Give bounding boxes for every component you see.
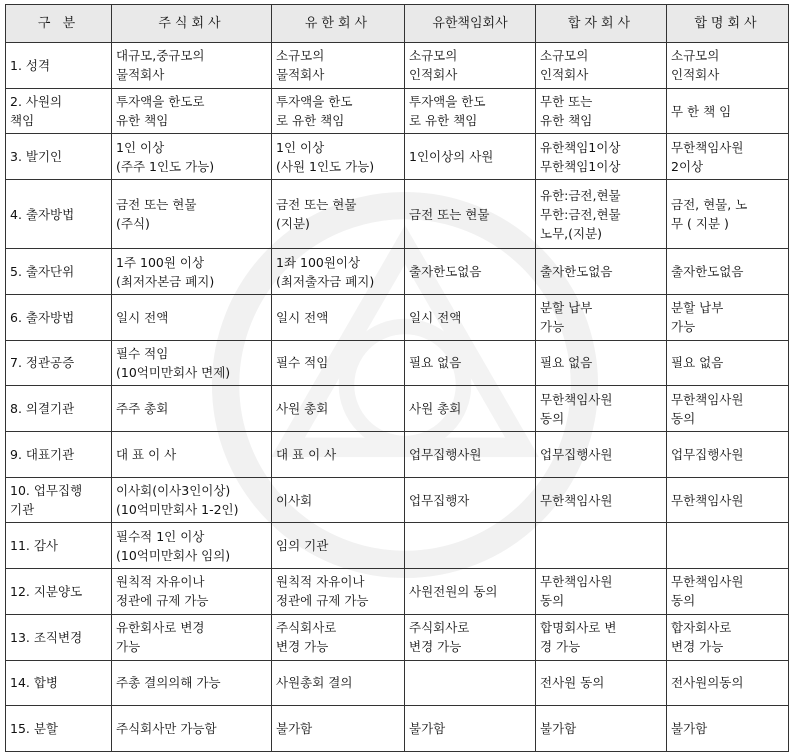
table-row (6, 432, 789, 478)
table-cell: 필수 적임 (272, 340, 405, 386)
table-cell: 사원전원의 동의 (405, 569, 536, 615)
table-row (6, 569, 789, 615)
table-cell: 무한책임사원 동의 (536, 386, 667, 432)
table-row (6, 523, 789, 569)
table-cell: 1인 이상 (주주 1인도 가능) (112, 134, 272, 180)
table-cell: 무한책임사원 동의 (667, 386, 789, 432)
table-cell: 금전 또는 현물 (지분) (272, 180, 405, 249)
row-label: 7. 정관공증 (6, 340, 112, 386)
table-row (6, 660, 789, 706)
table-cell: 소규모의 인적회사 (405, 43, 536, 89)
table-cell: 출자한도없음 (536, 249, 667, 295)
row-label: 3. 발기인 (6, 134, 112, 180)
table-cell: 업무집행사원 (667, 432, 789, 478)
row-label: 15. 분할 (6, 706, 112, 752)
header-general-partnership: 합명회사 (667, 5, 789, 43)
row-label: 8. 의결기관 (6, 386, 112, 432)
table-cell: 주총 결의의해 가능 (112, 660, 272, 706)
row-label: 14. 합병 (6, 660, 112, 706)
row-label: 9. 대표기관 (6, 432, 112, 478)
table-cell: 무한책임사원 동의 (667, 569, 789, 615)
table-cell (405, 660, 536, 706)
table-cell: 임의 기관 (272, 523, 405, 569)
table-cell: 합명회사로 변 경 가능 (536, 614, 667, 660)
table-cell: 필수 적임 (10억미만회사 면제) (112, 340, 272, 386)
table-cell: 이사회(이사3인이상) (10억미만회사 1-2인) (112, 477, 272, 523)
table-cell: 무한책임사원 (667, 477, 789, 523)
table-cell: 분할 납부 가능 (536, 294, 667, 340)
table-cell: 주식회사로 변경 가능 (405, 614, 536, 660)
row-label: 1. 성격 (6, 43, 112, 89)
table-row (6, 43, 789, 89)
table-cell: 불가함 (667, 706, 789, 752)
table-cell: 소규모의 인적회사 (536, 43, 667, 89)
table-cell: 사원총회 결의 (272, 660, 405, 706)
header-category: 구 분 (6, 5, 112, 43)
table-cell: 불가함 (405, 706, 536, 752)
table-cell: 출자한도없음 (667, 249, 789, 295)
table-row (6, 477, 789, 523)
table-cell: 1인이상의 사원 (405, 134, 536, 180)
header-row (6, 5, 789, 43)
table-cell: 불가함 (536, 706, 667, 752)
table-cell: 출자한도없음 (405, 249, 536, 295)
table-cell: 주식회사로 변경 가능 (272, 614, 405, 660)
table-row (6, 134, 789, 180)
row-label: 12. 지분양도 (6, 569, 112, 615)
table-cell: 원칙적 자유이나 정관에 규제 가능 (112, 569, 272, 615)
table-row (6, 294, 789, 340)
table-cell: 대규모,중규모의 물적회사 (112, 43, 272, 89)
header-stock-company: 주식회사 (112, 5, 272, 43)
table-cell: 이사회 (272, 477, 405, 523)
row-label: 11. 감사 (6, 523, 112, 569)
row-label: 6. 출자방법 (6, 294, 112, 340)
table-cell: 불가함 (272, 706, 405, 752)
table-cell: 무한책임사원 (536, 477, 667, 523)
table-cell: 필수적 1인 이상 (10억미만회사 임의) (112, 523, 272, 569)
table-cell: 금전, 현물, 노 무 ( 지분 ) (667, 180, 789, 249)
table-cell: 투자액을 한도 로 유한 책임 (272, 88, 405, 134)
header-llc: 유한책임회사 (405, 5, 536, 43)
table-cell: 투자액을 한도로 유한 책임 (112, 88, 272, 134)
table-cell: 합자회사로 변경 가능 (667, 614, 789, 660)
table-cell: 전사원의동의 (667, 660, 789, 706)
table-cell: 투자액을 한도 로 유한 책임 (405, 88, 536, 134)
table-cell: 주식회사만 가능함 (112, 706, 272, 752)
table-cell: 원칙적 자유이나 정관에 규제 가능 (272, 569, 405, 615)
table-cell: 1인 이상 (사원 1인도 가능) (272, 134, 405, 180)
table-cell: 금전 또는 현물 (주식) (112, 180, 272, 249)
table-cell: 필요 없음 (667, 340, 789, 386)
table-row (6, 340, 789, 386)
table-cell: 일시 전액 (405, 294, 536, 340)
table-row (6, 614, 789, 660)
table-cell: 1주 100원 이상 (최저자본금 폐지) (112, 249, 272, 295)
row-label: 4. 출자방법 (6, 180, 112, 249)
table-cell (536, 523, 667, 569)
row-label: 5. 출자단위 (6, 249, 112, 295)
table-row (6, 249, 789, 295)
table-cell: 무한책임사원 동의 (536, 569, 667, 615)
table-cell: 일시 전액 (112, 294, 272, 340)
table-cell: 필요 없음 (405, 340, 536, 386)
table-cell: 사원 총회 (272, 386, 405, 432)
company-comparison-table (5, 4, 789, 752)
table-cell: 주주 총회 (112, 386, 272, 432)
table-cell: 사원 총회 (405, 386, 536, 432)
table-cell: 일시 전액 (272, 294, 405, 340)
table-row (6, 386, 789, 432)
table-cell: 무한 또는 유한 책임 (536, 88, 667, 134)
table-cell: 1좌 100원이상 (최저출자금 폐지) (272, 249, 405, 295)
table-cell: 소규모의 물적회사 (272, 43, 405, 89)
table-cell: 전사원 동의 (536, 660, 667, 706)
table-cell: 금전 또는 현물 (405, 180, 536, 249)
header-limited-partnership: 합자회사 (536, 5, 667, 43)
table-cell: 필요 없음 (536, 340, 667, 386)
table-row (6, 180, 789, 249)
table-cell: 대 표 이 사 (272, 432, 405, 478)
table-row (6, 88, 789, 134)
table-cell: 업무집행사원 (536, 432, 667, 478)
table-cell: 업무집행자 (405, 477, 536, 523)
table-cell (667, 523, 789, 569)
header-limited-company: 유한회사 (272, 5, 405, 43)
table-cell: 유한책임1이상 무한책임1이상 (536, 134, 667, 180)
table-cell: 유한회사로 변경 가능 (112, 614, 272, 660)
table-cell: 업무집행사원 (405, 432, 536, 478)
table-cell (405, 523, 536, 569)
table-cell: 대 표 이 사 (112, 432, 272, 478)
table-cell: 유한:금전,현물 무한:금전,현물 노무,(지분) (536, 180, 667, 249)
table-cell: 분할 납부 가능 (667, 294, 789, 340)
table-cell: 무한책임사원 2이상 (667, 134, 789, 180)
table-row (6, 706, 789, 752)
row-label: 13. 조직변경 (6, 614, 112, 660)
table-cell: 무 한 책 임 (667, 88, 789, 134)
row-label: 10. 업무집행 기관 (6, 477, 112, 523)
row-label: 2. 사원의 책임 (6, 88, 112, 134)
table-cell: 소규모의 인적회사 (667, 43, 789, 89)
